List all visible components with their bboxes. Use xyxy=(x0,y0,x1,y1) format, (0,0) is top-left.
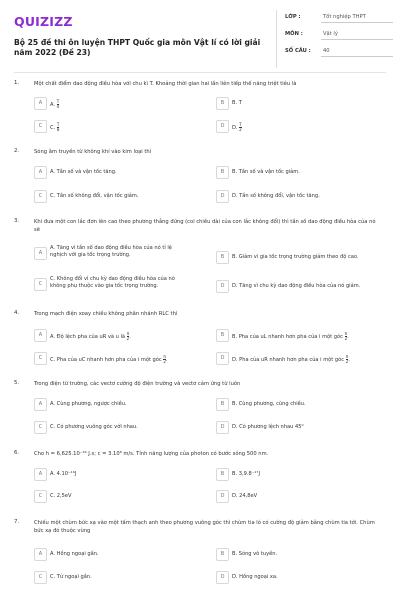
question-6 xyxy=(14,450,386,510)
option-text: C. xyxy=(50,125,56,131)
option-text: A. xyxy=(50,102,56,108)
fraction: $\frac{\pi}{2}$ xyxy=(344,331,348,341)
option-text: D. 24,8eV xyxy=(232,493,258,499)
option-letter: C xyxy=(34,421,47,434)
question-number: 6. xyxy=(14,450,20,456)
option-letter: A xyxy=(34,329,47,342)
option-text: D. Tần số không đổi, vận tốc tăng. xyxy=(232,193,320,199)
option-letter: A xyxy=(34,548,47,561)
option-letter: C xyxy=(34,571,47,584)
question-text: Trong mạch điện xoay chiều không phân nhánh RLC thì xyxy=(34,311,178,317)
option-text: D. xyxy=(232,125,238,131)
question-number: 5. xyxy=(14,380,20,386)
question-text: Cho h = 6,625.10⁻³⁴ J.s; c = 3.10⁸ m/s. Tính năng lượng của photon có bước sóng 500 nm. xyxy=(34,451,269,457)
option-text: B. Cùng phương, cùng chiều. xyxy=(232,401,306,407)
option-letter: B xyxy=(216,468,229,481)
option-text: B. Giảm vì gia tốc trọng trường giảm theo độ cao. xyxy=(232,254,359,260)
question-text: Một chất điểm dao động điều hòa với chu kì T. Khoảng thời gian hai lần liên tiếp thế năng triệt tiêu là xyxy=(34,81,297,87)
option-letter: A xyxy=(34,247,47,260)
option-letter: A xyxy=(34,166,47,179)
option-text: A. Hồng ngoại gần. xyxy=(50,551,99,557)
option-letter: D xyxy=(216,190,229,203)
question-7 xyxy=(14,519,386,595)
fraction: $\frac{T}{2}$ xyxy=(239,122,242,132)
question-2 xyxy=(14,148,386,208)
option-text: B. Tần số và vận tốc giảm. xyxy=(232,169,300,175)
option-text: C. Tử ngoại gần. xyxy=(50,574,92,580)
option-text: D. Có phương lệch nhau 45⁰ xyxy=(232,424,304,430)
option-letter: A xyxy=(34,97,47,110)
option-letter: D xyxy=(216,280,229,293)
option-letter: D xyxy=(216,352,229,365)
option-text: B. T xyxy=(232,100,242,106)
meta-value: Vật lý xyxy=(323,31,338,37)
option-text: D. Pha của uR nhanh hơn pha của i một góc xyxy=(232,357,345,363)
option-letter: D xyxy=(216,421,229,434)
option-text: C. 2,5eV xyxy=(50,493,72,499)
option-letter: B xyxy=(216,251,229,264)
option-text: A. Tần số và vận tốc tăng. xyxy=(50,169,117,175)
option-text: C. Pha của uC nhanh hơn pha của i một góc xyxy=(50,357,162,363)
question-number: 3. xyxy=(14,218,20,224)
option-letter: C xyxy=(34,120,47,133)
option-letter: B xyxy=(216,166,229,179)
option-text: C. Có phương vuông góc với nhau. xyxy=(50,424,138,430)
document-title: Bộ 25 đề thi ôn luyện THPT Quốc gia môn Vật lí có lời giải năm 2022 (Đề 23) xyxy=(14,38,261,57)
option-text: B. 3,9.8⁻¹⁷J xyxy=(232,471,260,477)
option-text: D. Tăng vì chu kỳ dao động điều hòa của nó giảm. xyxy=(232,283,361,289)
option-text: A. Tăng vì tần số dao động điều hòa của nó tỉ lệ nghịch với gia tốc trọng trường. xyxy=(50,245,172,259)
question-number: 2. xyxy=(14,148,20,154)
option-letter: A xyxy=(34,468,47,481)
question-3 xyxy=(14,218,386,300)
option-letter: D xyxy=(216,120,229,133)
question-4: 4. Trong mạch điện xoay chiều không phân nhánh RLC thì A A. Độ lệch pha của uR và u là $\frac{\pi}{2}$ . B B. Pha của uL nhanh hơn pha của i một góc $\frac{\pi}{2}$ . C C. Pha của uC nhanh hơn pha của i một góc $\frac{\pi}{2}$ . D D. Pha của uR nhanh hơn pha của i một góc $\frac{\pi}{2}$ . xyxy=(14,310,386,372)
option-letter: C xyxy=(34,190,47,203)
option-letter: C xyxy=(34,352,47,365)
option-letter: D xyxy=(216,571,229,584)
question-text: Chiếu một chùm bức xạ vào một tấm thạch anh theo phương vuông góc thì chùm tia ló có cường độ giảm bằng chùm tia tới. Chùm bức xạ đó thuộc vùng xyxy=(34,520,375,535)
option-letter: B xyxy=(216,97,229,110)
option-letter: D xyxy=(216,490,229,503)
question-number: 7. xyxy=(14,519,20,525)
option-letter: A xyxy=(34,398,47,411)
meta-value: Tốt nghiệp THPT xyxy=(323,14,366,20)
fraction: $\frac{T}{8}$ xyxy=(56,122,60,132)
question-5 xyxy=(14,380,386,440)
meta-label: MÔN : xyxy=(285,31,303,37)
option-text: A. 4.10⁻¹⁶J xyxy=(50,471,77,477)
question-text: Trong điện từ trường, các vectơ cường độ điện trường và vectơ cảm ứng từ luôn xyxy=(34,381,241,387)
option-letter: C xyxy=(34,490,47,503)
option-text: C. Không đổi vì chu kỳ dao động điều hòa của nó không phụ thuộc vào gia tốc trọng trường. xyxy=(50,276,175,290)
worksheet-header xyxy=(14,10,386,72)
option-letter: B xyxy=(216,548,229,561)
quizizz-logo: QUIZIZZ xyxy=(14,14,73,29)
question-text: Khi đưa một con lắc đơn lên cao theo phương thẳng đứng (coi chiều dài của con lắc không đổi) thì tần số dao động điều hòa của nó sẽ xyxy=(34,219,376,234)
meta-label: SỐ CÂU : xyxy=(285,48,311,54)
option-text: B. Sóng vô tuyến. xyxy=(232,551,278,557)
option-text: C. Tần số không đổi, vận tốc giảm. xyxy=(50,193,139,199)
option-letter: C xyxy=(34,278,47,291)
option-text: A. Độ lệch pha của uR và u là xyxy=(50,334,126,340)
meta-value: 40 xyxy=(323,48,330,54)
option-letter: B xyxy=(216,329,229,342)
option-letter: B xyxy=(216,398,229,411)
option-text: D. Hồng ngoại xa. xyxy=(232,574,278,580)
question-1 xyxy=(14,80,386,140)
fraction: $\frac{\pi}{2}$ xyxy=(345,354,349,364)
fraction: $\frac{\pi}{2}$ xyxy=(126,331,130,341)
meta-label: LỚP : xyxy=(285,14,301,20)
fraction: $\frac{T}{4}$ xyxy=(56,99,60,109)
meta-box xyxy=(276,10,389,68)
fraction: $\frac{\pi}{2}$ xyxy=(163,354,166,364)
question-number: 4. xyxy=(14,310,20,316)
question-text: Sóng âm truyền từ không khí vào kim loại thì xyxy=(34,149,152,155)
option-text: A. Cùng phương, ngược chiều. xyxy=(50,401,127,407)
question-number: 1. xyxy=(14,80,20,86)
option-text: B. Pha của uL nhanh hơn pha của i một góc xyxy=(232,334,343,340)
header-divider xyxy=(14,72,386,73)
